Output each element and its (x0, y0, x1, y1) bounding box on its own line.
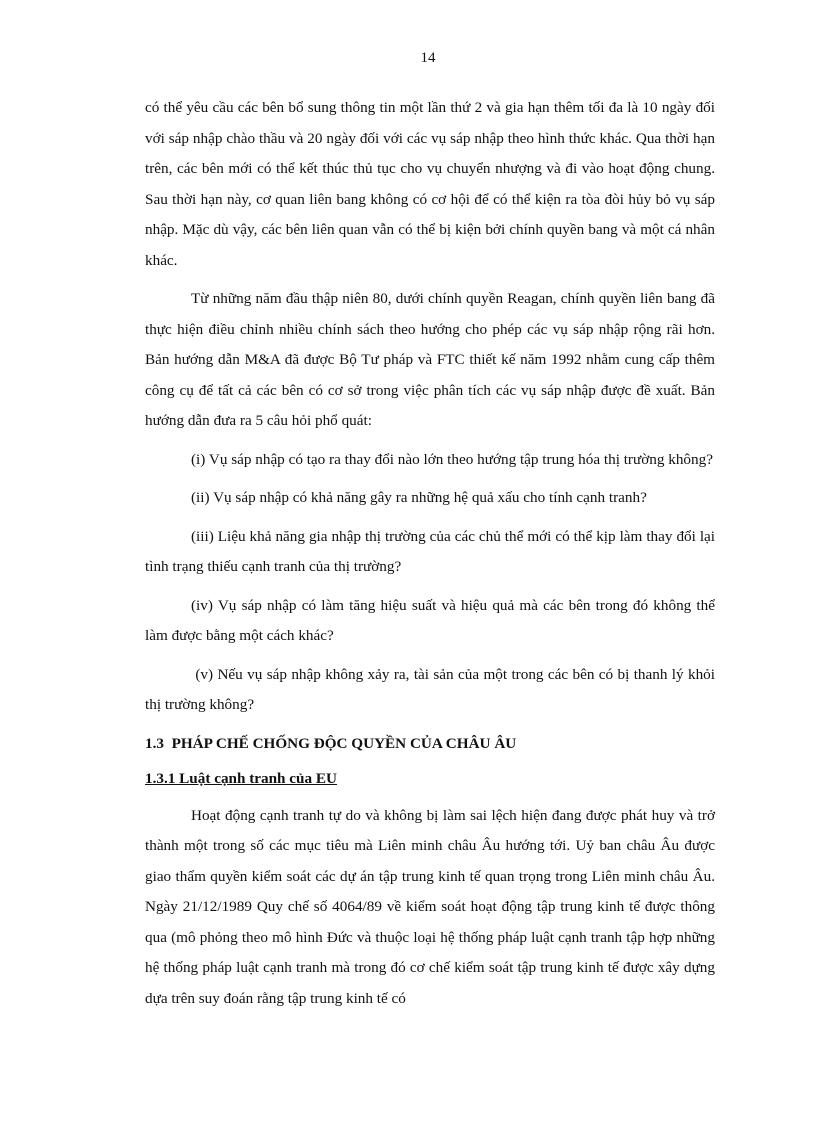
paragraph-eu-competition: Hoạt động cạnh tranh tự do và không bị làm sai lệch hiện đang được phát huy và trở thành một trong số các mục tiêu mà Liên minh châu Âu hướng tới. Uỷ ban châu Âu được giao thẩm quyền kiểm soát các dự án tập trung kinh tế quan trọng trong Liên minh châu Âu. Ngày 21/12/1989 Quy chế số 4064/89 về kiểm soát hoạt động tập trung kinh tế được thông qua (mô phỏng theo mô hình Đức và thuộc loại hệ thống pháp luật cạnh tranh tập hợp những hệ thống pháp luật cạnh tranh mà trong đó cơ chế kiểm soát tập trung kinh tế được xây dựng dựa trên suy đoán rằng tập trung kinh tế có (145, 806, 715, 1007)
subsection-heading: 1.3.1 Luật cạnh tranh của EU (145, 770, 337, 787)
question-item-ii: (ii) Vụ sáp nhập có khả năng gây ra những hệ quả xấu cho tính cạnh tranh? (191, 489, 647, 506)
page-number: 14 (420, 50, 436, 66)
paragraph-continuation: có thể yêu cầu các bên bổ sung thông tin một lần thứ 2 và gia hạn thêm tối đa là 10 ngày đối với sáp nhập chào thầu và 20 ngày đối với các vụ sáp nhập theo hình thức khác. Qua thời hạn trên, các bên mới có thể kết thúc thủ tục cho vụ chuyển nhượng và đi vào hoạt động chung. Sau thời hạn này, cơ quan liên bang không có cơ hội để có thể kiện ra tòa đòi hủy bỏ vụ sáp nhập. Mặc dù vậy, các bên liên quan vẫn có thể bị kiện bởi chính quyền bang và một cá nhân khác. (145, 99, 715, 269)
question-item-iii: (iii) Liệu khả năng gia nhập thị trường của các chủ thể mới có thể kịp làm thay đổi lại tình trạng thiếu cạnh tranh của thị trường? (145, 527, 715, 575)
question-item-v: (v) Nếu vụ sáp nhập không xảy ra, tài sản của một trong các bên có bị thanh lý khỏi thị trường không? (145, 665, 719, 713)
question-item-i: (i) Vụ sáp nhập có tạo ra thay đổi nào lớn theo hướng tập trung hóa thị trường không? (191, 450, 713, 468)
page-content (145, 93, 719, 1014)
paragraph-reagan-policy: Từ những năm đầu thập niên 80, dưới chính quyền Reagan, chính quyền liên bang đã thực hiện điều chỉnh nhiều chính sách theo hướng cho phép các vụ sáp nhập rộng rãi hơn. Bản hướng dẫn M&A đã được Bộ Tư pháp và FTC thiết kế năm 1992 nhằm cung cấp thêm công cụ để tất cả các bên có cơ sở trong việc phân tích các vụ sáp nhập được đề xuất. Bản hướng dẫn đưa ra 5 câu hỏi phổ quát: (145, 290, 715, 429)
section-heading: 1.3 PHÁP CHẾ CHỐNG ĐỘC QUYỀN CỦA CHÂU ÂU (145, 734, 517, 752)
question-item-iv: (iv) Vụ sáp nhập có làm tăng hiệu suất và hiệu quả mà các bên trong đó không thể làm được bằng một cách khác? (145, 596, 715, 644)
